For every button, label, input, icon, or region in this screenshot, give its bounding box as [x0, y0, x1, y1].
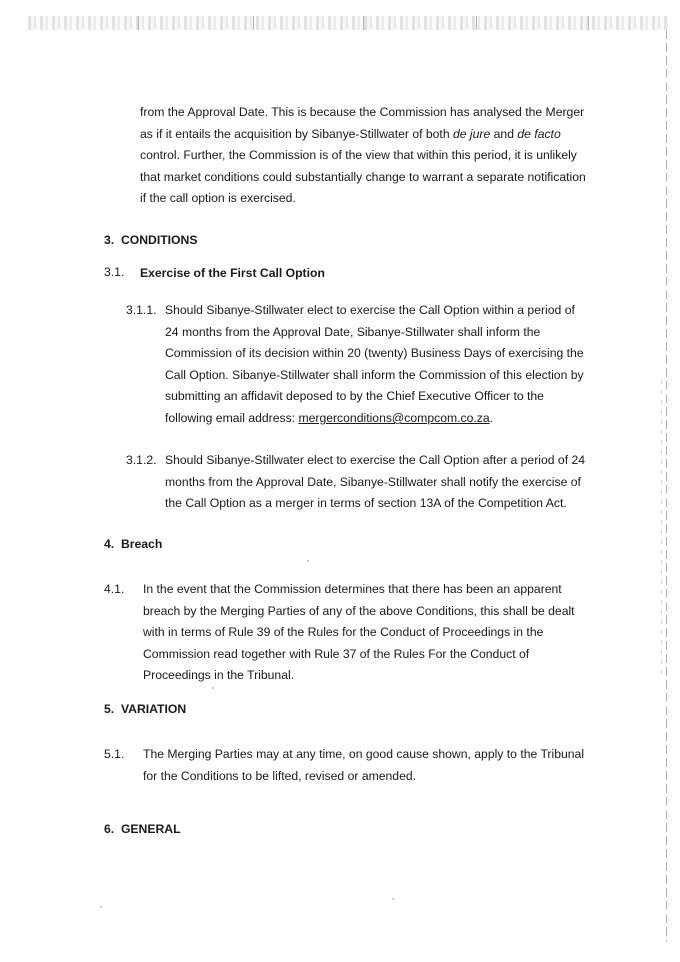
- emphasis-de-facto: de facto: [517, 126, 561, 141]
- clause-3-1-1-number: 3.1.1.: [126, 303, 157, 317]
- clause-3-1-2-number: 3.1.2.: [126, 453, 157, 467]
- clause-3-1-1-text: Should Sibanye-Stillwater elect to exercise the Call Option within a period of 24 months from the Approval Date, Sibanye-Stillwater shall inform the Commission of its decision within 20 (twenty) Business Days of exercising the Call Option. Sibanye-Stillwater shall inform the Commission of this election by submitting an affidavit deposed to by the Chief Executive Officer to the following email address: mergerconditions@compcom.co.za.: [165, 303, 584, 425]
- scan-speck: [307, 560, 309, 562]
- emphasis-de-jure: de jure: [452, 126, 491, 141]
- subsection-3-1-title: Exercise of the First Call Option: [140, 266, 325, 280]
- clause-4-1-text: In the event that the Commission determines that there has been an apparent breach by the Merging Parties of any of the above Conditions, this shall be dealt with in terms of Rule 39 of the Rules for the Conduct of Proceedings in the Commission read together with Rule 37 of the Rules For the Conduct of Proceedings in the Tribunal.: [143, 582, 575, 683]
- email-link[interactable]: mergerconditions@compcom.co.za: [298, 410, 490, 425]
- scan-artifact-header: [28, 16, 668, 30]
- scan-artifact-edge-inner: [661, 380, 662, 680]
- scan-speck: [100, 906, 102, 908]
- scan-speck: [392, 898, 394, 900]
- section-4-heading: 4. Breach: [104, 537, 163, 551]
- clause-5-1-number: 5.1.: [104, 747, 125, 761]
- clause-5-1-text: The Merging Parties may at any time, on good cause shown, apply to the Tribunal for the Conditions to be lifted, revised or amended.: [143, 747, 585, 783]
- intro-paragraph: from the Approval Date. This is because the Commission has analysed the Merger as if it entails the acquisition by Sibanye-Stillwater of both de jure and de facto control. Further, the Commission is of the view that within this period, it is unlikely that market conditions could substantially change to warrant a separate notification if the call option is exercised.: [140, 105, 586, 206]
- subsection-3-1-number: 3.1.: [104, 265, 125, 279]
- clause-3-1-2-text: Should Sibanye-Stillwater elect to exercise the Call Option after a period of 24 months from the Approval Date, Sibanye-Stillwater shall notify the exercise of the Call Option as a merger in terms of section 13A of the Competition Act.: [165, 453, 586, 511]
- section-3-heading: 3. CONDITIONS: [104, 233, 198, 247]
- section-6-heading: 6. GENERAL: [104, 822, 181, 836]
- scan-speck: [212, 687, 214, 689]
- scan-artifact-edge: [666, 30, 667, 942]
- clause-4-1-number: 4.1.: [104, 582, 125, 596]
- section-5-heading: 5. VARIATION: [104, 702, 187, 716]
